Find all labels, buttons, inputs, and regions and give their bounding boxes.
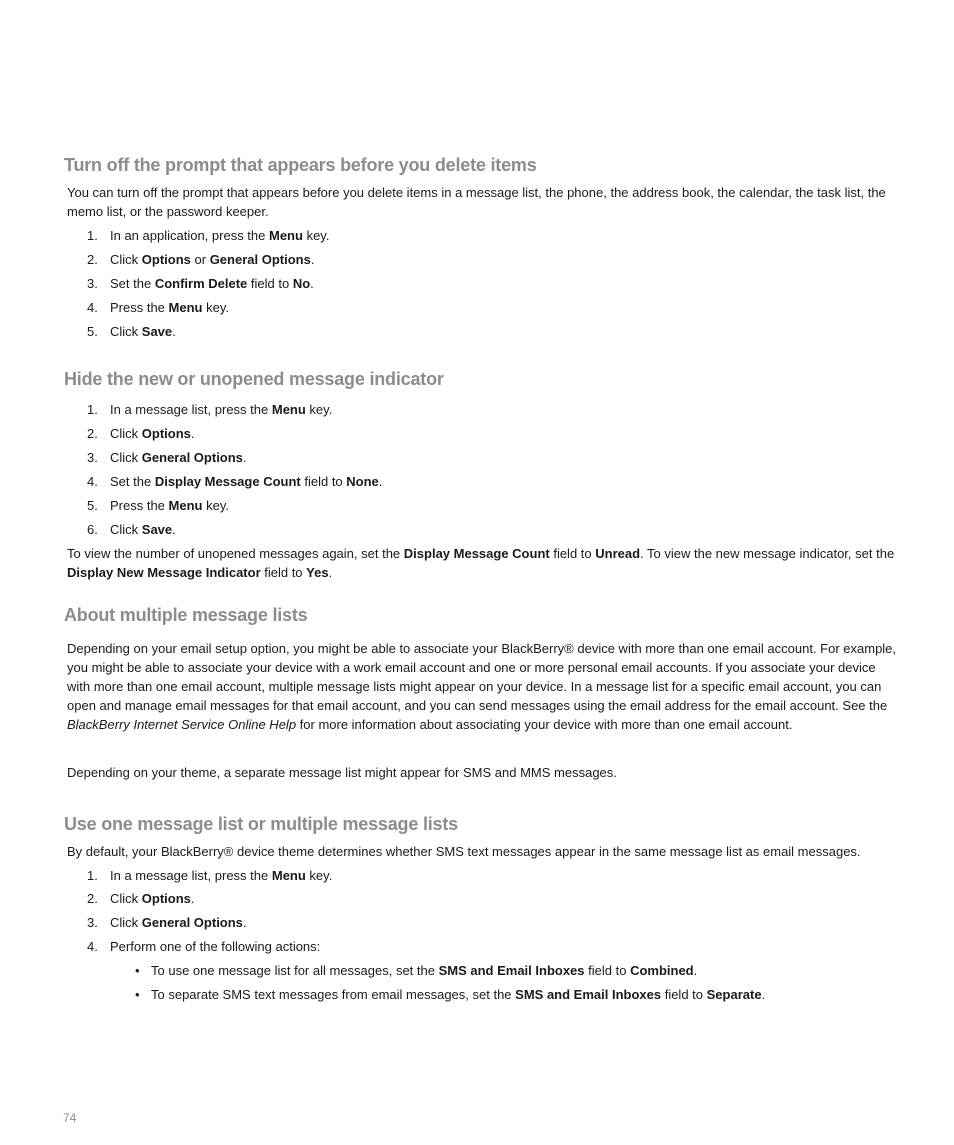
list-item: 6. Click Save. (87, 522, 176, 537)
bullet-item: • To separate SMS text messages from email messages, set the SMS and Email Inboxes field to Separate. (135, 987, 766, 1002)
section-paragraph: Depending on your email setup option, you might be able to associate your BlackBerry® device with more than one email account. For example, you might be able to associate your device with a work email account and one or more personal email accounts. If you associate your device with more than one email account, multiple message lists might appear on your device. In a message list for a specific email account, you can open and manage email messages for that email account, and you can send messages using the email address for the email account. See the BlackBerry Internet Service Online Help for more information about associating your device with more than one email account. (67, 641, 897, 732)
list-item: 3. Click General Options. (87, 915, 247, 930)
bullet-item: • To use one message list for all messages, set the SMS and Email Inboxes field to Combined. (135, 963, 698, 978)
list-item: 4. Perform one of the following actions: (87, 939, 321, 954)
list-item: 2. Click Options. (87, 891, 195, 906)
list-item: 5. Press the Menu key. (87, 498, 229, 513)
section-intro: By default, your BlackBerry® device theme determines whether SMS text messages appear in the same message list as email messages. (67, 844, 861, 859)
section-note: To view the number of unopened messages again, set the Display Message Count field to Unread. To view the new message indicator, set the Display New Message Indicator field to Yes. (67, 546, 895, 580)
list-item: 4. Press the Menu key. (87, 300, 229, 315)
section-paragraph: Depending on your theme, a separate message list might appear for SMS and MMS messages. (67, 765, 617, 780)
section-heading-hide-indicator: Hide the new or unopened message indicator (64, 369, 444, 389)
bullet-icon: • (135, 963, 140, 978)
bullet-icon: • (135, 987, 140, 1002)
list-item: 1. In a message list, press the Menu key. (87, 868, 333, 883)
list-item: 3. Click General Options. (87, 450, 247, 465)
list-item: 4. Set the Display Message Count field to None. (87, 474, 383, 489)
section-heading-one-or-multiple-lists: Use one message list or multiple message lists (64, 814, 458, 834)
list-item: 1. In an application, press the Menu key. (87, 228, 330, 243)
list-item: 1. In a message list, press the Menu key. (87, 402, 333, 417)
list-item: 5. Click Save. (87, 324, 176, 339)
section-heading-turn-off-prompt: Turn off the prompt that appears before you delete items (64, 155, 537, 175)
list-item: 2. Click Options. (87, 426, 195, 441)
list-item: 2. Click Options or General Options. (87, 252, 315, 267)
page-number: 74 (63, 1111, 77, 1125)
section-intro: You can turn off the prompt that appears before you delete items in a message list, the phone, the address book, the calendar, the task list, the memo list, or the password keeper. (67, 185, 886, 219)
section-heading-multiple-lists: About multiple message lists (64, 605, 308, 625)
list-item: 3. Set the Confirm Delete field to No. (87, 276, 314, 291)
